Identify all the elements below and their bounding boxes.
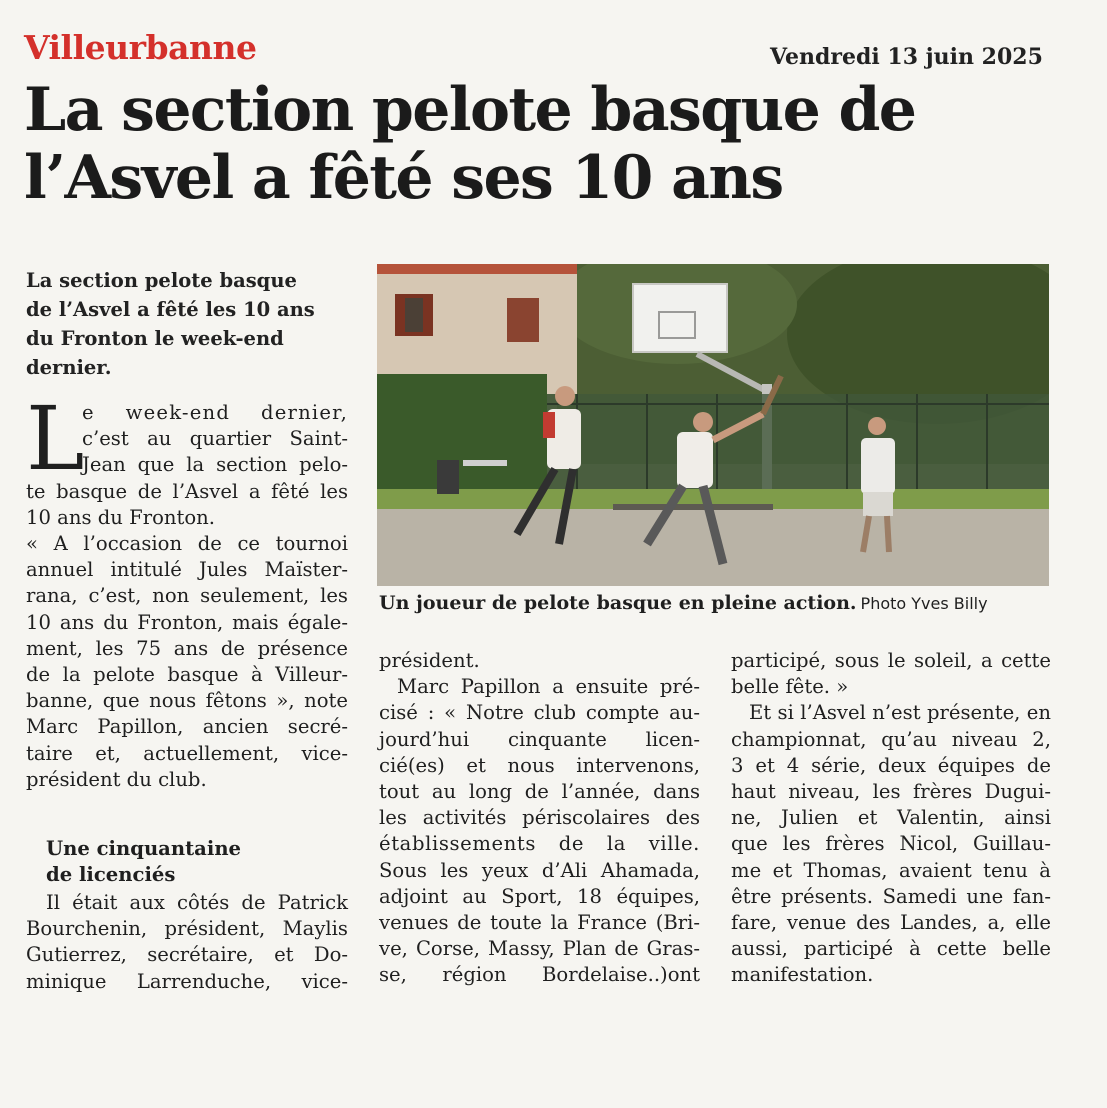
text-line: Bourchenin, président, Maylis <box>26 917 348 941</box>
text-line: c’est au quartier Saint- <box>82 427 348 451</box>
text-line: 3 et 4 série, deux équipes de <box>731 753 1051 777</box>
text-line: championnat, qu’au niveau 2, <box>731 727 1051 751</box>
photo-credit: Photo Yves Billy <box>860 594 988 613</box>
article-column-2 <box>379 648 700 989</box>
text-line: e week-end dernier, <box>82 401 348 424</box>
pelote-players-illustration <box>377 264 1049 586</box>
text-line: te basque de l’Asvel a fêté les <box>26 479 348 503</box>
text-line: venues de toute la France (Bri- <box>379 911 700 935</box>
article-photo <box>377 264 1049 586</box>
text-line: 10 ans du Fronton, mais égale- <box>26 610 348 634</box>
text-line: participé, sous le soleil, a cette <box>731 649 1051 672</box>
text-line: président. <box>379 649 480 672</box>
text-line: établissements de la ville. <box>379 832 700 856</box>
text-line: ve, Corse, Massy, Plan de Gras- <box>379 937 700 961</box>
intertitle <box>46 836 241 889</box>
text-line: minique Larrenduche, vice- <box>26 969 348 993</box>
publication-date: Vendredi 13 juin 2025 <box>770 44 1043 70</box>
text-line: cié(es) et nous intervenons, <box>379 753 700 777</box>
article-column-1 <box>26 387 348 793</box>
standfirst-line: dernier. <box>26 356 112 379</box>
text-line: Et si l’Asvel n’est présente, en <box>749 701 1051 725</box>
text-line: Gutierrez, secrétaire, et Do- <box>26 943 348 967</box>
text-line: ne, Julien et Valentin, ainsi <box>731 806 1051 830</box>
photo-caption <box>379 592 988 614</box>
text-line: Sous les yeux d’Ali Ahamada, <box>379 858 700 882</box>
standfirst-line: La section pelote basque <box>26 269 297 292</box>
text-line: me et Thomas, avaient tenu à <box>731 858 1051 882</box>
text-line: être présents. Samedi une fan- <box>731 884 1051 908</box>
text-line: adjoint au Sport, 18 équipes, <box>379 884 700 908</box>
standfirst <box>26 266 356 382</box>
text-line: banne, que nous fêtons », note <box>26 689 348 713</box>
text-line: annuel intitulé Jules Maïster- <box>26 558 348 582</box>
text-line: haut niveau, les frères Dugui- <box>731 780 1051 804</box>
text-line: Jean que la section pelo- <box>82 453 348 477</box>
standfirst-line: du Fronton le week-end <box>26 327 284 350</box>
text-line: Marc Papillon a ensuite pré- <box>397 675 700 699</box>
caption-text: Un joueur de pelote basque en pleine action. <box>379 592 857 614</box>
headline-line: La section pelote basque de <box>24 75 916 145</box>
text-line: rana, c’est, non seulement, les <box>26 584 348 608</box>
text-line: tout au long de l’année, dans <box>379 780 700 804</box>
text-line: se, région Bordelaise..)ont <box>379 963 700 987</box>
text-line: de la pelote basque à Villeur- <box>26 663 348 687</box>
text-line: les activités périscolaires des <box>379 806 700 830</box>
text-line: cisé : « Notre club compte au- <box>379 701 700 725</box>
intertitle-line: Une cinquantaine <box>46 837 242 860</box>
intertitle-line: de licenciés <box>46 863 176 887</box>
text-line: 10 ans du Fronton. <box>26 505 216 529</box>
text-line: ment, les 75 ans de présence <box>26 636 348 660</box>
drop-cap: L <box>26 387 85 490</box>
standfirst-line: de l’Asvel a fêté les 10 ans <box>26 298 315 321</box>
text-line: président du club. <box>26 767 207 791</box>
article-column-1-continued <box>26 890 348 995</box>
text-line: Marc Papillon, ancien secré- <box>26 715 348 739</box>
text-line: fare, venue des Landes, a, elle <box>731 911 1051 935</box>
text-line: manifestation. <box>731 963 874 987</box>
text-line: Il était aux côtés de Patrick <box>46 891 348 914</box>
headline-line: l’Asvel a fêté ses 10 ans <box>24 143 783 213</box>
text-line: jourd’hui cinquante licen- <box>379 727 700 751</box>
section-rubric: Villeurbanne <box>24 28 257 67</box>
text-line: que les frères Nicol, Guillau- <box>731 832 1051 856</box>
headline <box>24 76 1084 212</box>
article-column-3 <box>731 648 1051 989</box>
text-line: aussi, participé à cette belle <box>731 937 1051 961</box>
text-line: taire et, actuellement, vice- <box>26 741 348 765</box>
text-line: « A l’occasion de ce tournoi <box>26 532 348 556</box>
text-line: belle fête. » <box>731 675 849 699</box>
